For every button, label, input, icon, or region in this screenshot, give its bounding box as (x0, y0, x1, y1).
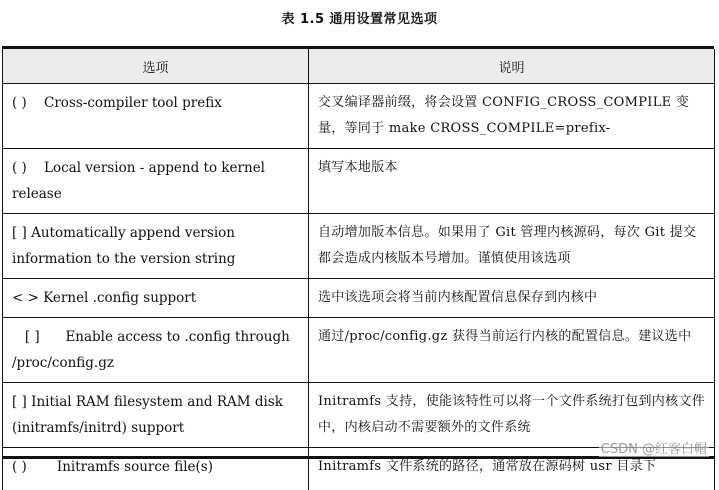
description-cell: 通过/proc/config.gz 获得当前运行内核的配置信息。建议选中 (309, 318, 715, 383)
option-cell: [ ] Initial RAM filesystem and RAM disk (initramfs/initrd) support (3, 383, 309, 448)
table-row (3, 214, 715, 279)
description-cell: 填写本地版本 (309, 149, 715, 214)
option-cell: [ ] Enable access to .config through /proc/config.gz (3, 318, 309, 383)
table-row (3, 149, 715, 214)
table-row (3, 84, 715, 149)
header-description: 说明 (309, 49, 715, 84)
watermark: CSDN @红客白帽 (599, 438, 709, 457)
option-cell: ( ) Initramfs source file(s) (3, 448, 309, 490)
table-row (3, 318, 715, 383)
option-cell: ( ) Cross-compiler tool prefix (3, 84, 309, 149)
options-table-container (2, 46, 714, 490)
option-cell: [ ] Automatically append version information to the version string (3, 214, 309, 279)
description-cell: 选中该选项会将当前内核配置信息保存到内核中 (309, 279, 715, 318)
option-cell: ( ) Local version - append to kernel release (3, 149, 309, 214)
table-row (3, 279, 715, 318)
description-cell: 交叉编译器前缀，将会设置 CONFIG_CROSS_COMPILE 变量，等同于 make CROSS_COMPILE=prefix- (309, 84, 715, 149)
option-cell: < > Kernel .config support (3, 279, 309, 318)
options-table (2, 49, 715, 490)
table-header-row (3, 49, 715, 84)
description-cell: Initramfs 文件系统的路径，通常放在源码树 usr 目录下 (309, 448, 715, 490)
description-cell: 自动增加版本信息。如果用了 Git 管理内核源码，每次 Git 提交都会造成内核版本号增加。谨慎使用该选项 (309, 214, 715, 279)
description-cell: Initramfs 支持，使能该特性可以将一个文件系统打包到内核文件中，内核启动不需要额外的文件系统 (309, 383, 715, 448)
header-option: 选项 (3, 49, 309, 84)
table-caption: 表 1.5 通用设置常见选项 (0, 8, 719, 27)
